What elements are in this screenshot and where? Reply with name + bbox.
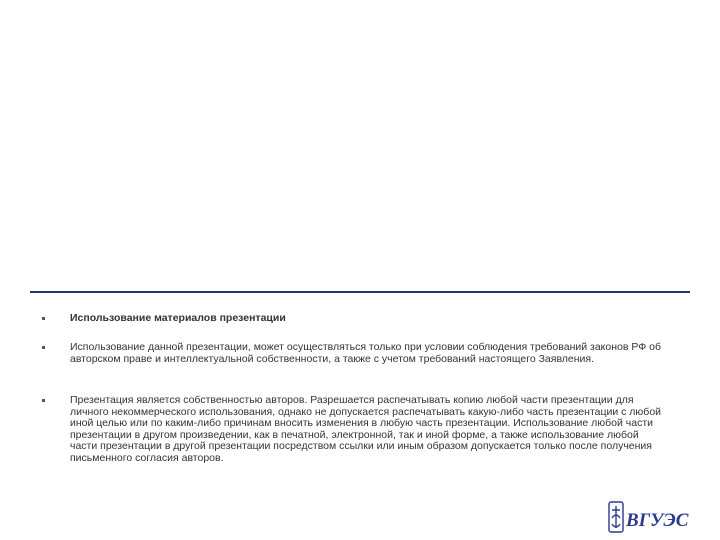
- notice-heading: Использование материалов презентации: [70, 312, 286, 324]
- logo-text: ВГУЭС: [626, 510, 689, 531]
- notice-paragraph: Использование данной презентации, может осуществляться только при условии соблюдения требований законов РФ об авторском праве и интеллектуальной собственности, а также с учетом требований настоящего Заявления.: [70, 341, 661, 365]
- notice-paragraph: Презентация является собственностью авторов. Разрешается распечатывать копию любой части презентации для личного некоммерческого использования, однако не допускается распечатывать какую-либо часть презентации с любой иной целью или по каким-либо причинам вносить изменения в любую часть презентации. Использование любой части презентации в другом произведении, как в печатной, электронной, так и иной форме, а также использование любой части презентации в другой презентации посредством ссылки или иным образом допускается только после получения письменного согласия авторов.: [70, 394, 662, 464]
- emblem-icon: [609, 502, 623, 532]
- bullet-icon: [42, 346, 45, 349]
- header-divider: [30, 291, 690, 293]
- bullet-icon: [42, 317, 45, 320]
- university-logo: [604, 498, 704, 538]
- bullet-icon: [42, 399, 45, 402]
